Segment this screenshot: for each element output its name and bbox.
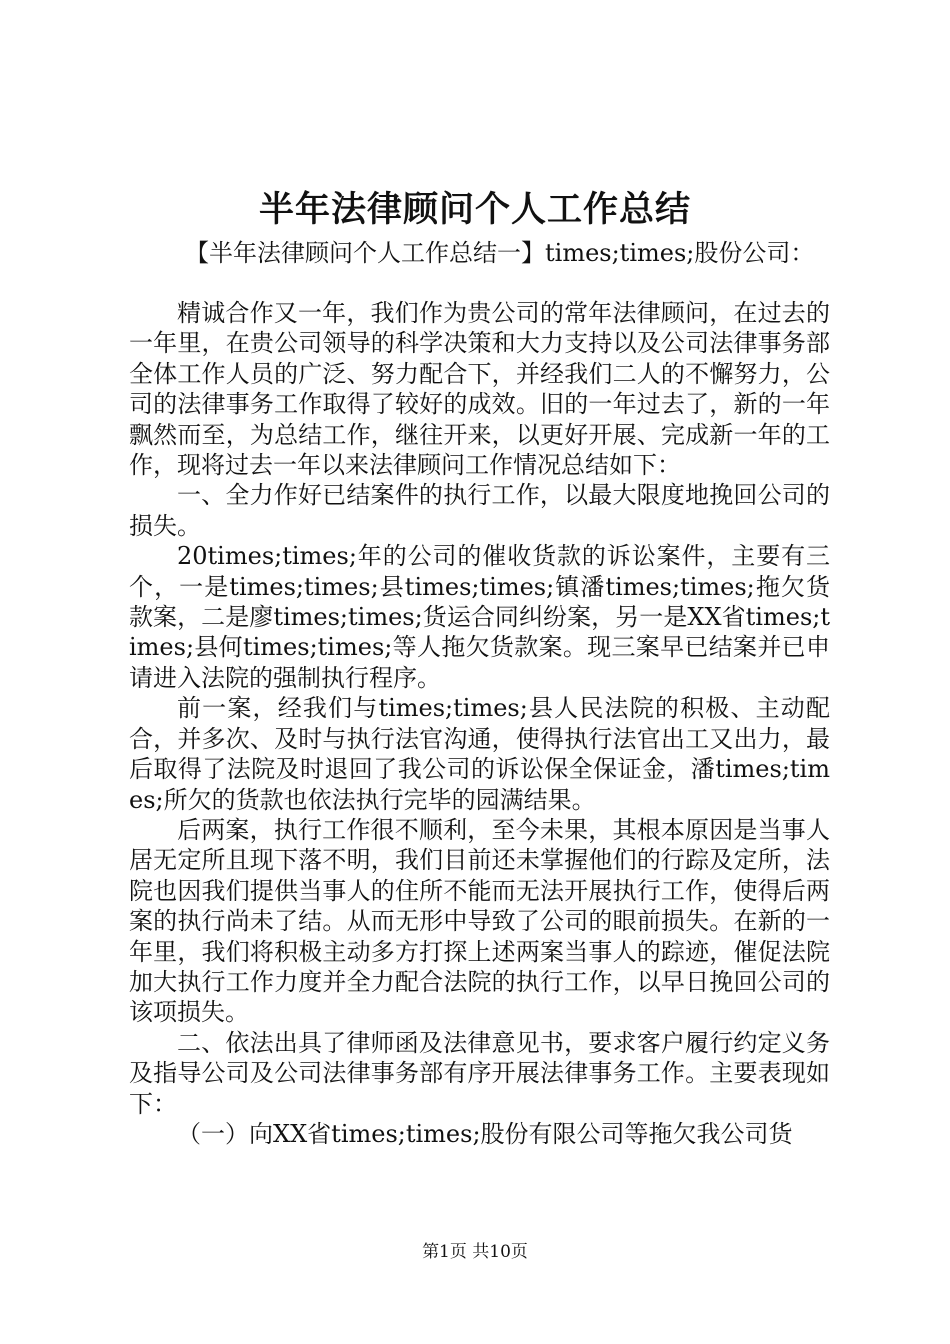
paragraph: 二、依法出具了律师函及法律意见书，要求客户履行约定义务及指导公司及公司法律事务部有序开展法律事务工作。主要表现如下： <box>129 1028 830 1118</box>
paragraph: 精诚合作又一年，我们作为贵公司的常年法律顾问，在过去的一年里，在贵公司领导的科学决策和大力支持以及公司法律事务部全体工作人员的广泛、努力配合下，并经我们二人的不懈努力，公司的法律事务工作取得了较好的成效。旧的一年过去了，新的一年飘然而至，为总结工作，继往开来，以更好开展、完成新一年的工作，现将过去一年以来法律顾问工作情况总结如下： <box>129 299 830 480</box>
paragraph: 一、全力作好已结案件的执行工作，以最大限度地挽回公司的损失。 <box>129 481 830 540</box>
document-title: 半年法律顾问个人工作总结 <box>258 190 691 230</box>
paragraph: 后两案，执行工作很不顺利，至今未果，其根本原因是当事人居无定所且现下落不明，我们目前还未掌握他们的行踪及定所，法院也因我们提供当事人的住所不能而无法开展执行工作，使得后两案的执行尚未了结。从而无形中导致了公司的眼前损失。在新的一年里，我们将积极主动多方打探上述两案当事人的踪迹，催促法院加大执行工作力度并全力配合法院的执行工作，以早日挽回公司的该项损失。 <box>129 815 830 1027</box>
document-subtitle: 【半年法律顾问个人工作总结一】times;times;股份公司： <box>185 239 815 267</box>
paragraph: （一）向XX省times;times;股份有限公司等拖欠我公司货 <box>177 1119 793 1148</box>
paragraph: 20times;times;年的公司的催收货款的诉讼案件，主要有三个，一是times;times;县times;times;镇潘times;times;拖欠货款案，二是廖times;times;货运合同纠纷案，另一是XX省times;times;县何times;times;等人拖欠货款案。现三案早已结案并已申请进入法院的强制执行程序。 <box>129 542 830 692</box>
paragraph: 前一案，经我们与times;times;县人民法院的积极、主动配合，并多次、及时与执行法官沟通，使得执行法官出工又出力，最后取得了法院及时退回了我公司的诉讼保全保证金，潘times;times;所欠的货款也依法执行完毕的园满结果。 <box>129 694 830 814</box>
document-body <box>129 298 830 1149</box>
page-number-footer: 第1页 共10页 <box>422 1242 528 1262</box>
